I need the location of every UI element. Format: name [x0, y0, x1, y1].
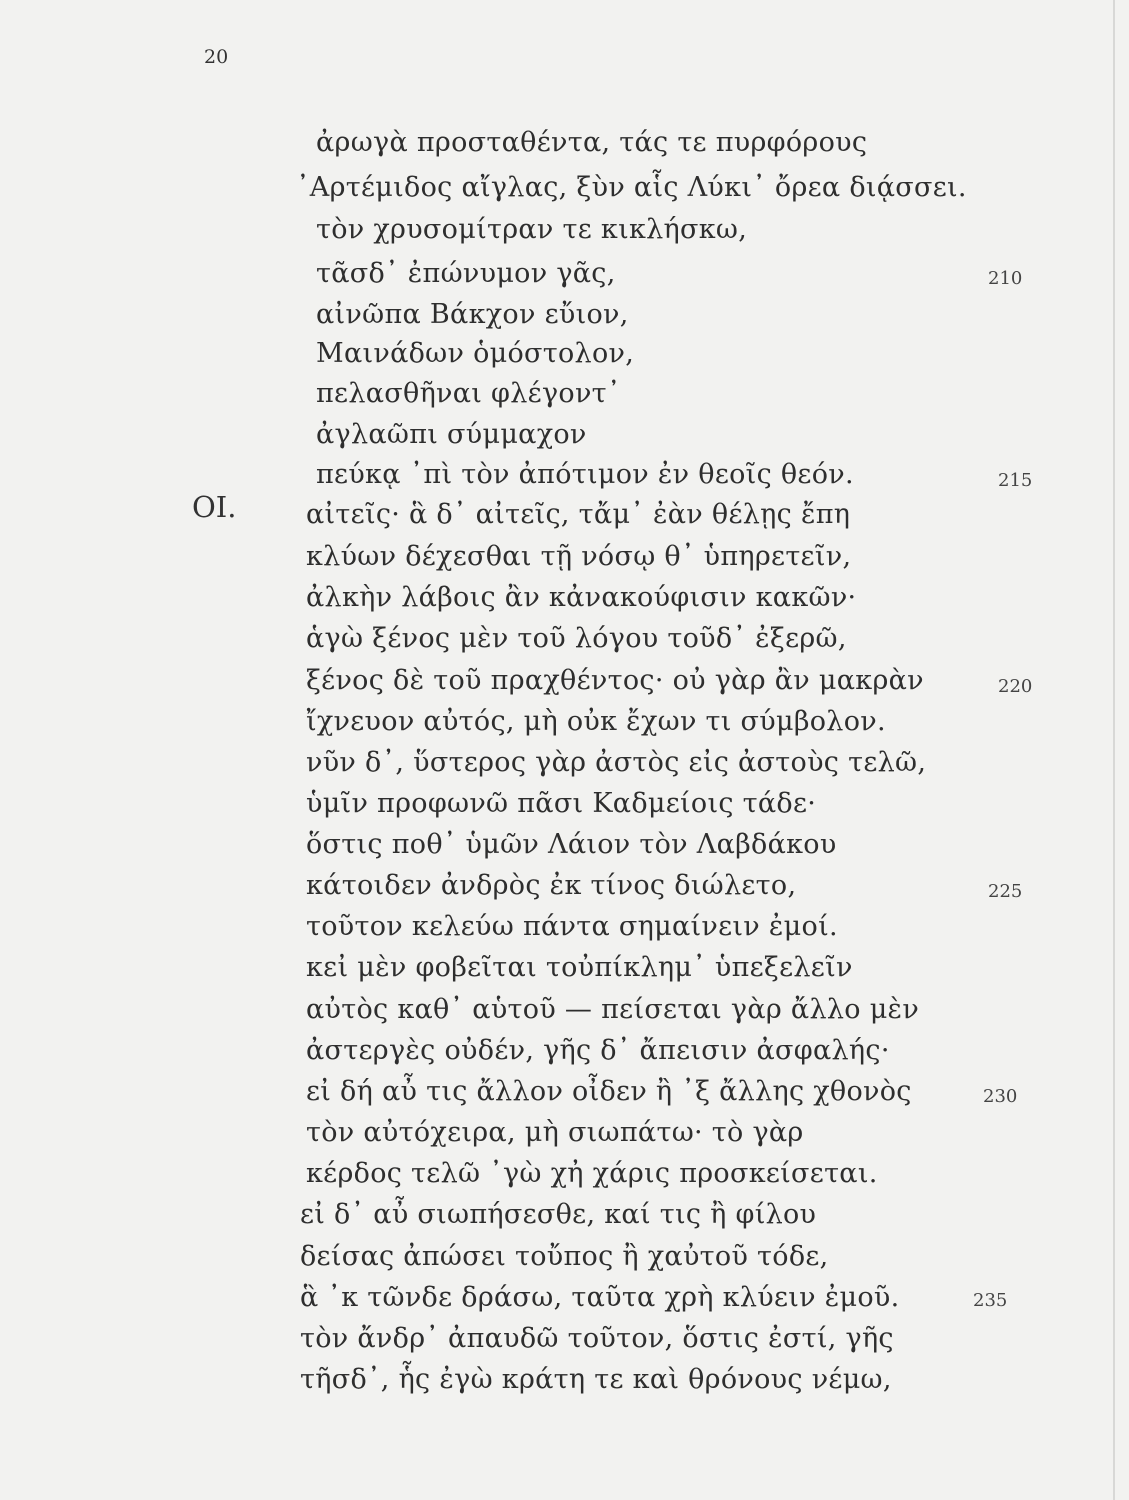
- verse-line: ἀρωγὰ προσταθέντα, τάς τε πυρφόρους: [316, 127, 868, 158]
- verse-line: κέρδος τελῶ ᾿γὼ χἠ χάρις προσκείσεται.: [306, 1158, 878, 1189]
- verse-line: ἀγλαῶπι σύμμαχον: [316, 419, 587, 450]
- verse-line: τῆσδ᾿, ἧς ἐγὼ κράτη τε καὶ θρόνους νέμω,: [300, 1364, 892, 1395]
- line-number: 215: [998, 470, 1033, 491]
- verse-line: ὅστις ποθ᾿ ὑμῶν Λάιον τὸν Λαβδάκου: [306, 829, 837, 860]
- verse-line: ἀλκὴν λάβοις ἂν κἀνακούφισιν κακῶν·: [306, 582, 857, 613]
- verse-line: τοῦτον κελεύω πάντα σημαίνειν ἐμοί.: [306, 911, 838, 942]
- line-number: 230: [983, 1086, 1018, 1107]
- line-number: 235: [973, 1290, 1008, 1311]
- line-number: 220: [998, 676, 1033, 697]
- verse-line: κλύων δέχεσθαι τῇ νόσῳ θ᾿ ὑπηρετεῖν,: [306, 541, 852, 572]
- verse-line: ἁγὼ ξένος μὲν τοῦ λόγου τοῦδ᾿ ἐξερῶ,: [306, 623, 847, 654]
- verse-line: ᾿Αρτέμιδος αἴγλας, ξὺν αἷς Λύκι᾿ ὄρεα διᾴσσει.: [296, 172, 967, 203]
- verse-line: κάτοιδεν ἀνδρὸς ἐκ τίνος διώλετο,: [306, 870, 797, 901]
- verse-line: αὐτὸς καθ᾿ αὑτοῦ — πείσεται γὰρ ἄλλο μὲν: [306, 994, 920, 1025]
- verse-line: τᾶσδ᾿ ἐπώνυμον γᾶς,: [316, 258, 616, 289]
- verse-line: ὑμῖν προφωνῶ πᾶσι Καδμείοις τάδε·: [306, 788, 817, 819]
- verse-line: νῦν δ᾿, ὕστερος γὰρ ἀστὸς εἰς ἀστοὺς τελῶ,: [306, 747, 927, 778]
- verse-line: ἀστεργὲς οὐδέν, γῆς δ᾿ ἄπεισιν ἀσφαλής·: [306, 1035, 890, 1066]
- verse-line: Μαινάδων ὁμόστολον,: [316, 338, 635, 369]
- verse-line: κεἰ μὲν φοβεῖται τοὐπίκλημ᾿ ὑπεξελεῖν: [306, 952, 853, 983]
- verse-line: πελασθῆναι φλέγοντ᾿: [316, 378, 621, 409]
- speaker-label: ΟΙ.: [192, 490, 237, 524]
- verse-line: εἰ δή αὖ τις ἄλλον οἶδεν ἢ ᾿ξ ἄλλης χθονὸς: [306, 1076, 912, 1107]
- verse-line: εἰ δ᾿ αὖ σιωπήσεσθε, καί τις ἢ φίλου: [300, 1199, 817, 1230]
- verse-line: τὸν χρυσομίτραν τε κικλήσκω,: [316, 214, 748, 245]
- verse-line: αἰνῶπα Βάκχον εὔιον,: [316, 299, 629, 330]
- page-number: 20: [204, 46, 229, 68]
- verse-line: δείσας ἀπώσει τοὔπος ἢ χαὐτοῦ τόδε,: [300, 1241, 829, 1272]
- verse-line: τὸν αὐτόχειρα, μὴ σιωπάτω· τὸ γὰρ: [306, 1117, 804, 1148]
- verse-line: ἃ ᾿κ τῶνδε δράσω, ταῦτα χρὴ κλύειν ἐμοῦ.: [300, 1282, 900, 1313]
- verse-line: τὸν ἄνδρ᾿ ἀπαυδῶ τοῦτον, ὅστις ἐστί, γῆς: [300, 1323, 894, 1354]
- verse-line: πεύκᾳ ᾿πὶ τὸν ἀπότιμον ἐν θεοῖς θεόν.: [316, 459, 854, 490]
- line-number: 225: [988, 881, 1023, 902]
- verse-line: ξένος δὲ τοῦ πραχθέντος· οὐ γὰρ ἂν μακρὰν: [306, 665, 924, 696]
- verse-line: αἰτεῖς· ἃ δ᾿ αἰτεῖς, τἄμ᾿ ἐὰν θέλῃς ἔπη: [306, 499, 851, 530]
- verse-line: ἴχνευον αὐτός, μὴ οὐκ ἔχων τι σύμβολον.: [306, 706, 886, 737]
- line-number: 210: [988, 268, 1023, 289]
